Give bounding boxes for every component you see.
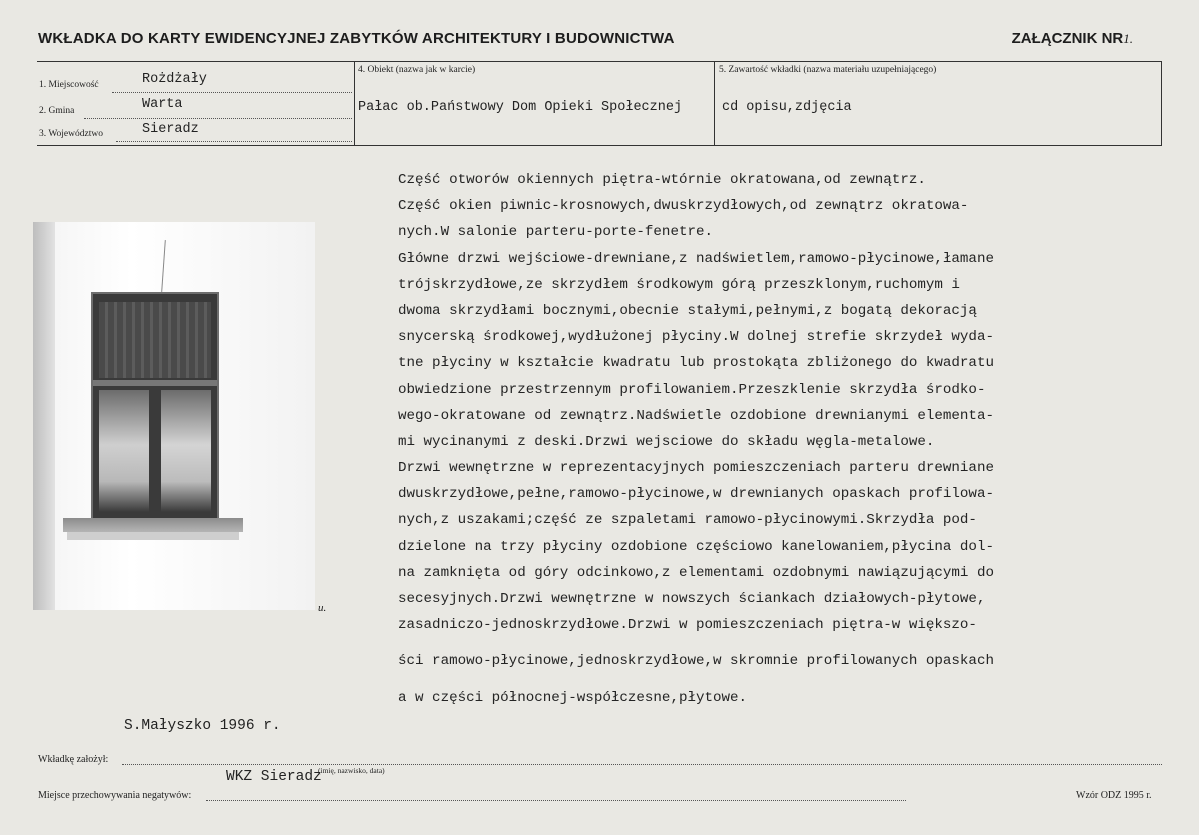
photo-cord xyxy=(161,240,166,292)
wojewodztwo-dotline xyxy=(116,141,352,142)
description-line: snycerską środkowej,wydłużonej płyciny.W dolnej strefie skrzydeł wyda- xyxy=(398,329,994,346)
photo-sill-shadow xyxy=(67,532,239,540)
gmina-dotline xyxy=(84,118,352,119)
description-line: dwuskrzydłowe,pełne,ramowo-płycinowe,w drewnianych opaskach profilowa- xyxy=(398,486,994,503)
description-line: nych,z uszakami;część ze szpaletami ramowo-płycinowymi.Skrzydła pod- xyxy=(398,512,977,529)
description-line: nych.W salonie parteru-porte-fenetre. xyxy=(398,224,714,241)
description-line: dzielone na trzy płyciny ozdobione częściowo kanelowaniem,płycina dol- xyxy=(398,538,994,555)
annex-label xyxy=(1012,30,1133,47)
photo-window-right-pane xyxy=(161,390,211,512)
column-divider-1 xyxy=(354,61,355,145)
description-line: obwiedzione przestrzennym profilowaniem.Przeszklenie skrzydła środko- xyxy=(398,381,986,398)
photo-window-transom xyxy=(99,302,211,378)
description-line: wego-okratowane od zewnątrz.Nadświetle ozdobione drewnianymi elementa- xyxy=(398,407,994,424)
description-line: na zamknięta od góry odcinkowo,z elementami ozdobnymi nawiązującymi do xyxy=(398,564,994,581)
description-line: ści ramowo-płycinowe,jednoskrzydłowe,w skromnie profilowanych opaskach xyxy=(398,653,994,670)
object-label: 4. Obiekt (nazwa jak w karcie) xyxy=(358,65,476,75)
gmina-value: Warta xyxy=(142,97,183,112)
description-line: zasadniczo-jednoskrzydłowe.Drzwi w pomieszczeniach piętra-w większo- xyxy=(398,617,977,634)
description-line: mi wycinanymi z deski.Drzwi wejsciowe do składu węgla-metalowe. xyxy=(398,433,935,450)
description-line: tne płyciny w kształcie kwadratu lub prostokąta zbliżonego do kwadratu xyxy=(398,355,994,372)
author-name-date: S.Małyszko 1996 r. xyxy=(124,718,281,734)
wojewodztwo-value: Sieradz xyxy=(142,122,199,137)
photo-window-frame xyxy=(91,292,219,522)
miejscowosc-value: Rożdżały xyxy=(142,72,207,87)
description-line: Drzwi wewnętrzne w reprezentacyjnych pomieszczeniach parteru drewniane xyxy=(398,460,994,477)
annex-text: ZAŁĄCZNIK NR xyxy=(1011,30,1124,47)
description-text xyxy=(398,167,1118,711)
gmina-label: 2. Gmina xyxy=(39,106,75,116)
table-top-line xyxy=(37,61,1162,62)
miejscowosc-label: 1. Miejscowość xyxy=(39,80,99,90)
contents-value: cd opisu,zdjęcia xyxy=(722,100,852,115)
description-line: trójskrzydłowe,ze skrzydłem środkowym górą przeszklonym,ruchomym i xyxy=(398,276,960,293)
storage-label: Miejsce przechowywania negatywów: xyxy=(38,790,192,801)
object-value: Pałac ob.Państwowy Dom Opieki Społecznej xyxy=(358,100,683,115)
form-id: Wzór ODZ 1995 r. xyxy=(1076,790,1152,801)
author-dotline xyxy=(122,764,1162,765)
author-hint: (imię, nazwisko, data) xyxy=(318,766,385,775)
photo-window-sill xyxy=(63,518,243,532)
wojewodztwo-label: 3. Województwo xyxy=(39,129,103,139)
author-label: Wkładkę założył: xyxy=(38,754,109,765)
photo-window-left-pane xyxy=(99,390,149,512)
form-title: WKŁADKA DO KARTY EWIDENCYJNEJ ZABYTKÓW ARCHITEKTURY I BUDOWNICTWA xyxy=(38,30,675,47)
annex-number: 1. xyxy=(1123,31,1133,46)
photo-window-bar xyxy=(93,380,217,386)
miejscowosc-dotline xyxy=(112,92,352,93)
column-divider-2 xyxy=(714,61,715,145)
photo-mark: u. xyxy=(318,602,327,614)
description-line: dwoma skrzydłami bocznymi,obecnie stałymi,pełnymi,z bogatą dekoracją xyxy=(398,302,977,319)
contents-label: 5. Zawartość wkładki (nazwa materiału uzupełniającego) xyxy=(719,65,937,75)
description-line: Główne drzwi wejściowe-drewniane,z nadświetlem,ramowo-płycinowe,łamane xyxy=(398,250,994,267)
storage-value: WKZ Sieradz xyxy=(226,769,322,785)
description-line: secesyjnych.Drzwi wewnętrzne w nowszych ściankach działowych-płytowe, xyxy=(398,591,986,607)
description-line: Część otworów okiennych piętra-wtórnie okratowana,od zewnątrz. xyxy=(398,172,926,188)
description-line: Część okien piwnic-krosnowych,dwuskrzydłowych,od zewnątrz okratowa- xyxy=(398,198,969,215)
description-line: a w części północnej-współczesne,płytowe. xyxy=(398,689,748,706)
storage-dotline xyxy=(206,800,906,801)
table-right-border xyxy=(1161,61,1162,145)
table-bottom-line xyxy=(37,145,1162,146)
window-photo xyxy=(33,222,315,610)
photo-wall-shadow xyxy=(33,222,55,610)
